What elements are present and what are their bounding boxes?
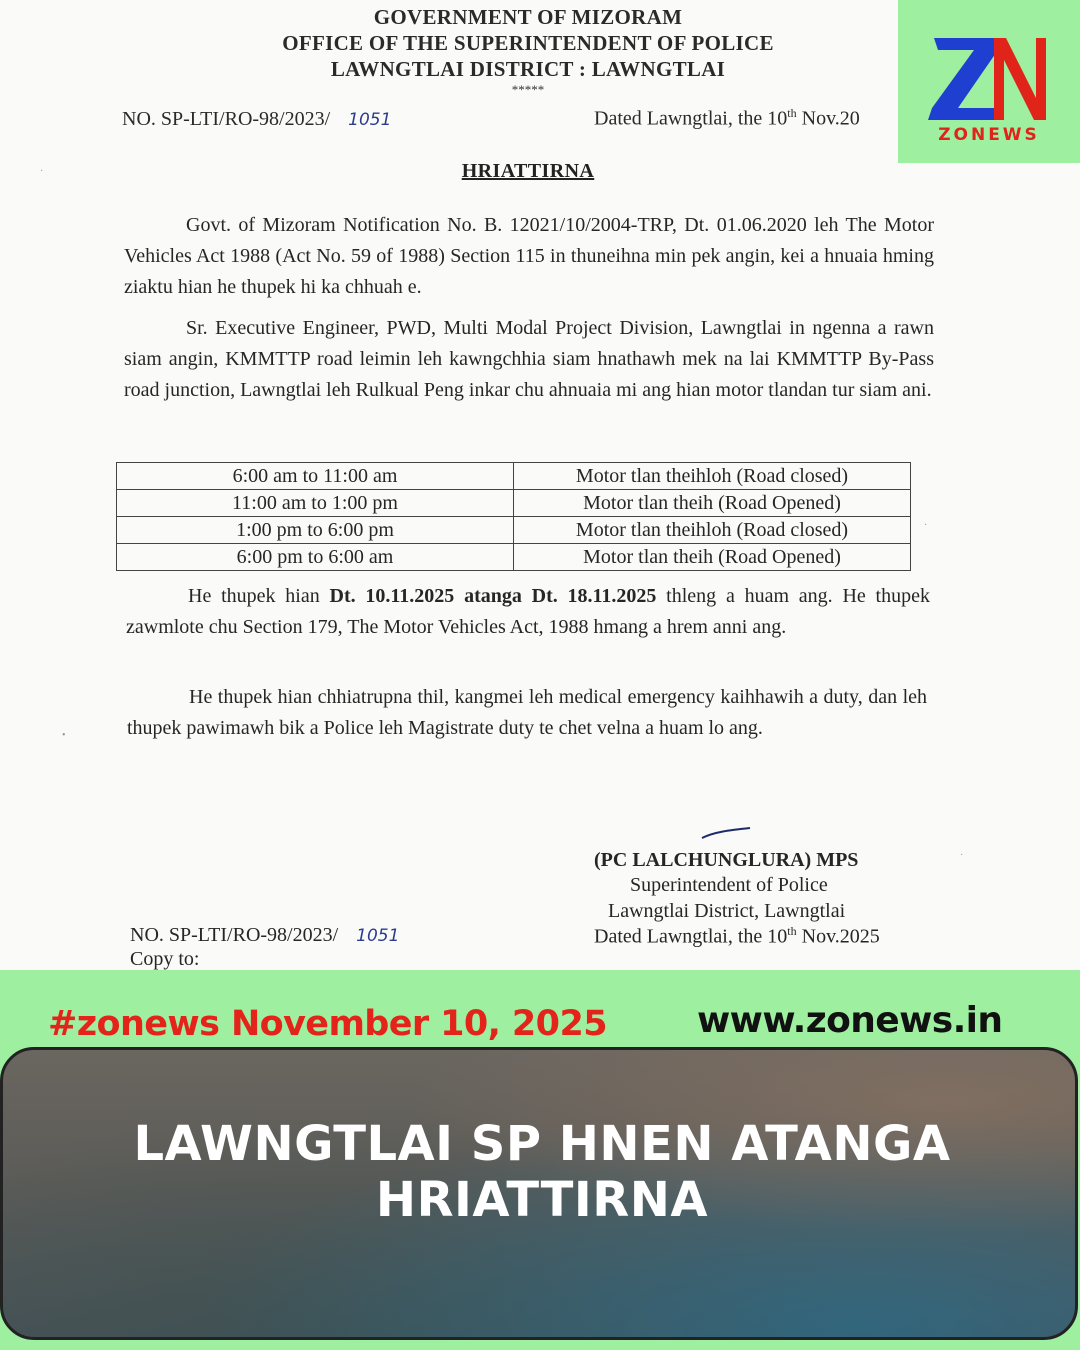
paragraph-1-text: Govt. of Mizoram Notification No. B. 12021/10/2004-TRP, Dt. 01.06.2020 leh The Motor Vehicles Act 1988 (Act No. 59 of 1988) Section 115 in thuneihna min pek angin, kei a hnuaia hming ziaktu hian he thupek hi ka chhuah e. — [124, 214, 934, 298]
paragraph-4-text: He thupek hian chhiatrupna thil, kangmei leh medical emergency kaihhawih a duty, dan leh thupek pawimawh bik a Police leh Magistrate duty te chet velna a huam lo ang. — [127, 686, 927, 739]
dated-bottom-suffix: Nov.2025 — [796, 925, 880, 948]
schedule-status: Motor tlan theihloh (Road closed) — [514, 517, 911, 544]
letterhead-line-2: OFFICE OF THE SUPERINTENDENT OF POLICE — [282, 31, 774, 55]
letterhead-line-3: LAWNGTLAI DISTRICT : LAWNGTLAI — [330, 57, 726, 81]
reference-number-text: NO. SP-LTI/RO-98/2023/ — [122, 108, 331, 130]
headline — [3, 1116, 1078, 1228]
table-row — [117, 517, 911, 544]
paragraph-4 — [127, 682, 927, 744]
dated-bottom-prefix: Dated Lawngtlai, the 10 — [594, 925, 788, 948]
signatory-name: (PC LALCHUNGLURA) MPS — [594, 849, 859, 871]
signatory-office: Lawngtlai District, Lawngtlai — [608, 900, 846, 922]
scan-speck: · — [924, 520, 928, 531]
paragraph-3-text-a: He thupek hian — [188, 585, 330, 607]
scan-speck: · — [960, 850, 964, 861]
zonews-logo — [898, 0, 1080, 163]
headline-line-1: LAWNGTLAI SP HNEN ATANGA — [133, 1116, 951, 1172]
schedule-status: Motor tlan theih (Road Opened) — [514, 544, 911, 571]
zn-logo-icon — [924, 30, 1052, 128]
schedule-status: Motor tlan theihloh (Road closed) — [514, 463, 911, 490]
dated-top-suffix: Nov.20 — [796, 107, 860, 130]
signatory-title: Superintendent of Police — [630, 874, 828, 896]
dated-top — [594, 106, 860, 131]
headline-card — [0, 1047, 1078, 1340]
reference-number-bottom-text: NO. SP-LTI/RO-98/2023/ — [130, 924, 339, 946]
paragraph-3-dates: Dt. 10.11.2025 atanga Dt. 18.11.2025 — [329, 585, 657, 607]
headline-line-2: HRIATTIRNA — [375, 1172, 709, 1228]
scan-speck: • — [62, 730, 66, 741]
letterhead-stars: ***** — [511, 82, 545, 97]
paragraph-3 — [126, 581, 930, 643]
letterhead-line-1: GOVERNMENT OF MIZORAM — [373, 5, 683, 29]
schedule-time: 6:00 am to 11:00 am — [117, 463, 514, 490]
reference-number — [122, 108, 391, 131]
table-row — [117, 490, 911, 517]
scan-speck: · — [40, 166, 44, 177]
hashtag-date: #zonews November 10, 2025 — [48, 1004, 607, 1044]
dated-top-sup: th — [787, 106, 797, 120]
road-schedule-table — [116, 462, 911, 571]
signature-mark — [700, 824, 752, 842]
copy-to: Copy to: — [130, 948, 200, 970]
paragraph-2-text: Sr. Executive Engineer, PWD, Multi Modal Project Division, Lawngtlai in ngenna a rawn siam angin, KMMTTP road leimin leh kawngchhia siam hnathawh mek na lai KMMTTP By-Pass road junction, Lawngtlai leh Rulkual Peng inkar chu ahnuaia mi ang hian motor tlandan tur siam ani. — [124, 317, 934, 401]
table-row — [117, 544, 911, 571]
schedule-time: 11:00 am to 1:00 pm — [117, 490, 514, 517]
schedule-time: 6:00 pm to 6:00 am — [117, 544, 514, 571]
table-row — [117, 463, 911, 490]
dated-top-prefix: Dated Lawngtlai, the 10 — [594, 107, 788, 130]
reference-handwritten-bottom: 1051 — [356, 926, 400, 946]
paragraph-2 — [124, 313, 934, 406]
website-link[interactable]: www.zonews.in — [697, 1000, 1003, 1041]
schedule-time: 1:00 pm to 6:00 pm — [117, 517, 514, 544]
dated-bottom — [594, 924, 880, 949]
paragraph-1 — [124, 210, 934, 303]
reference-number-bottom — [130, 924, 399, 947]
schedule-status: Motor tlan theih (Road Opened) — [514, 490, 911, 517]
logo-wordmark: ZONEWS — [938, 125, 1040, 145]
dated-bottom-sup: th — [787, 924, 797, 938]
notice-heading: HRIATTIRNA — [461, 160, 595, 182]
paragraph-3-text-c: thleng a huam ang. He thupek zawmlote chu Section 179, The Motor Vehicles Act, 1988 hmang a hrem anni ang. — [126, 585, 930, 638]
reference-handwritten: 1051 — [348, 110, 392, 130]
